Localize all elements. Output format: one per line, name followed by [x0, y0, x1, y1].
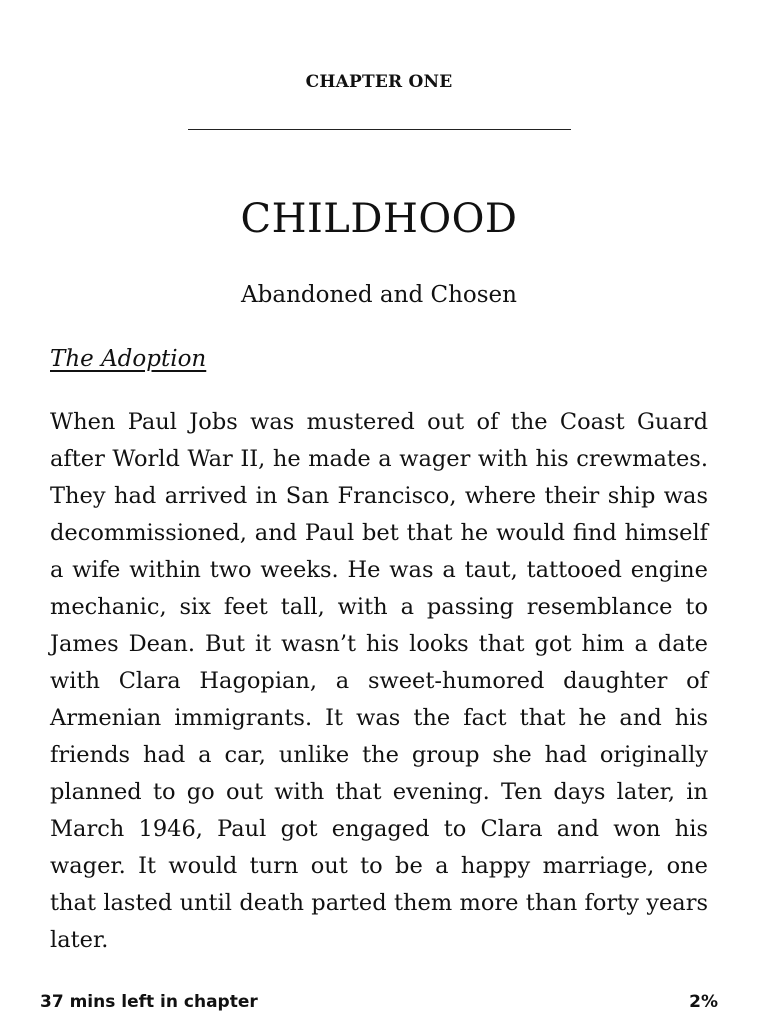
section-heading: The Adoption	[50, 346, 207, 372]
chapter-title: CHILDHOOD	[240, 196, 518, 242]
chapter-label: CHAPTER ONE	[305, 72, 453, 92]
chapter-subtitle: Abandoned and Chosen	[241, 282, 517, 308]
chapter-divider	[188, 129, 571, 130]
time-left-indicator[interactable]: 37 mins left in chapter	[40, 992, 258, 1012]
reading-progress-percent: 2%	[689, 992, 718, 1012]
body-paragraph: When Paul Jobs was mustered out of the Coast Guard after World War II, he made a wager with his crewmates. They had arrived in San Francisco, where their ship was decommissioned, and Paul bet that he would find himself a wife within two weeks. He was a taut, tattooed engine mechanic, six feet tall, with a passing resemblance to James Dean. But it wasn’t his looks that got him a date with Clara Hagopian, a sweet-humored daughter of Armenian immigrants. It was the fact that he and his friends had a car, unlike the group she had originally planned to go out with that evening. Ten days later, in March 1946, Paul got engaged to Clara and won his wager. It would turn out to be a happy marriage, one that lasted until death parted them more than forty years later.	[50, 409, 708, 953]
